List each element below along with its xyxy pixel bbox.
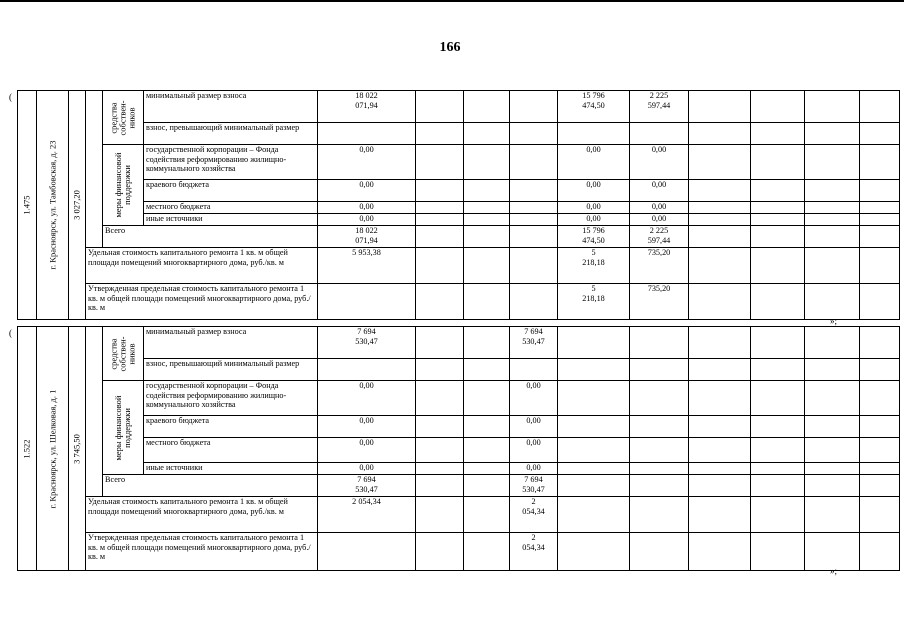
row-label: Удельная стоимость капитального ремонта 1 кв. м общей площади помещений многоквартирного дома, руб./кв. м bbox=[86, 497, 318, 533]
value-cell: 5 953,38 bbox=[318, 248, 416, 284]
closing-quote-mark: »; bbox=[830, 316, 838, 326]
value-cell: 2 225 597,44 bbox=[630, 226, 689, 248]
value-cell bbox=[510, 91, 558, 123]
value-cell bbox=[558, 497, 630, 533]
value-cell bbox=[630, 416, 689, 438]
data-table-block-1 bbox=[17, 90, 900, 320]
value-cell: 7 694 530,47 bbox=[510, 327, 558, 359]
value-cell bbox=[558, 475, 630, 497]
value-cell bbox=[558, 438, 630, 463]
value-cell bbox=[510, 180, 558, 202]
table-row bbox=[18, 145, 900, 180]
value-cell: 0,00 bbox=[318, 438, 416, 463]
value-cell: 0,00 bbox=[318, 463, 416, 475]
value-cell: 0,00 bbox=[318, 416, 416, 438]
owners-funds-group-cell: средства собствен- ников bbox=[103, 327, 144, 381]
row-label: иные источники bbox=[144, 463, 318, 475]
value-cell: 18 022 071,94 bbox=[318, 226, 416, 248]
value-cell bbox=[630, 463, 689, 475]
value-cell: 0,00 bbox=[510, 463, 558, 475]
value-cell bbox=[510, 284, 558, 320]
table-row bbox=[18, 284, 900, 320]
value-cell: 7 694 530,47 bbox=[318, 475, 416, 497]
table-row bbox=[18, 533, 900, 571]
table-row bbox=[18, 463, 900, 475]
row-label: Всего bbox=[103, 226, 318, 248]
closing-quote-mark: »; bbox=[830, 566, 838, 576]
value-cell bbox=[630, 475, 689, 497]
value-cell: 0,00 bbox=[318, 145, 416, 180]
data-table-block-2 bbox=[17, 326, 900, 571]
value-cell: 0,00 bbox=[558, 180, 630, 202]
value-cell: 0,00 bbox=[630, 202, 689, 214]
support-measures-group-cell: меры финансовой поддержки bbox=[103, 145, 144, 226]
value-cell bbox=[510, 248, 558, 284]
table-row bbox=[18, 327, 900, 359]
value-cell: 0,00 bbox=[318, 381, 416, 416]
value-cell: 0,00 bbox=[558, 202, 630, 214]
value-cell: 0,00 bbox=[510, 416, 558, 438]
value-cell: 0,00 bbox=[630, 180, 689, 202]
table-row bbox=[18, 359, 900, 381]
row-label: Утвержденная предельная стоимость капитального ремонта 1 кв. м общей площади помещений многоквартирного дома, руб./кв. м bbox=[86, 284, 318, 320]
value-cell bbox=[630, 533, 689, 571]
table-row bbox=[18, 497, 900, 533]
row-label: Утвержденная предельная стоимость капитального ремонта 1 кв. м общей площади помещений многоквартирного дома, руб./кв. м bbox=[86, 533, 318, 571]
value-cell: 0,00 bbox=[318, 202, 416, 214]
value-cell: 2 054,34 bbox=[318, 497, 416, 533]
value-cell: 2 054,34 bbox=[510, 533, 558, 571]
table-row bbox=[18, 123, 900, 145]
table-row bbox=[18, 438, 900, 463]
table-row bbox=[18, 180, 900, 202]
row-label: Всего bbox=[103, 475, 318, 497]
value-cell: 0,00 bbox=[510, 438, 558, 463]
table-row bbox=[18, 91, 900, 123]
value-cell bbox=[558, 463, 630, 475]
value-cell: 2 225 597,44 bbox=[630, 91, 689, 123]
value-cell: 0,00 bbox=[318, 214, 416, 226]
value-cell bbox=[558, 533, 630, 571]
table-row bbox=[18, 248, 900, 284]
page-top-edge bbox=[0, 0, 904, 2]
value-cell bbox=[510, 202, 558, 214]
value-cell: 2 054,34 bbox=[510, 497, 558, 533]
value-cell bbox=[630, 438, 689, 463]
value-cell bbox=[558, 381, 630, 416]
row-label: краевого бюджета bbox=[144, 180, 318, 202]
value-cell: 0,00 bbox=[558, 145, 630, 180]
address-cell: г. Красноярск, ул. Шелковая, д. 1 bbox=[37, 327, 69, 571]
value-cell bbox=[630, 497, 689, 533]
table-row bbox=[18, 475, 900, 497]
value-cell: 5 218,18 bbox=[558, 284, 630, 320]
value-cell: 15 796 474,50 bbox=[558, 226, 630, 248]
value-cell bbox=[630, 327, 689, 359]
value-cell bbox=[558, 327, 630, 359]
table-row bbox=[18, 214, 900, 226]
value-cell bbox=[630, 381, 689, 416]
table-row bbox=[18, 416, 900, 438]
spacer-cell bbox=[86, 91, 103, 248]
value-cell: 15 796 474,50 bbox=[558, 91, 630, 123]
value-cell: 7 694 530,47 bbox=[318, 327, 416, 359]
table-row bbox=[18, 381, 900, 416]
value-cell: 0,00 bbox=[510, 381, 558, 416]
support-measures-group-cell: меры финансовой поддержки bbox=[103, 381, 144, 475]
row-label: местного бюджета bbox=[144, 438, 318, 463]
value-cell bbox=[510, 226, 558, 248]
row-label: минимальный размер взноса bbox=[144, 91, 318, 123]
owners-funds-group-cell: средства собствен- ников bbox=[103, 91, 144, 145]
left-bracket-mark: ( bbox=[9, 92, 12, 102]
spacer-cell bbox=[86, 327, 103, 497]
value-cell: 735,20 bbox=[630, 248, 689, 284]
area-cell: 3 027,20 bbox=[69, 91, 86, 320]
row-label: местного бюджета bbox=[144, 202, 318, 214]
value-cell bbox=[318, 284, 416, 320]
value-cell: 5 218,18 bbox=[558, 248, 630, 284]
value-cell bbox=[558, 416, 630, 438]
table-row bbox=[18, 202, 900, 214]
value-cell bbox=[510, 145, 558, 180]
code-cell: 1.522 bbox=[18, 327, 37, 571]
row-label: государственной корпорации – Фонда содействия реформированию жилищно-коммунального хозяйства bbox=[144, 145, 318, 180]
row-label: взнос, превышающий минимальный размер bbox=[144, 123, 318, 145]
value-cell: 0,00 bbox=[630, 145, 689, 180]
row-label: взнос, превышающий минимальный размер bbox=[144, 359, 318, 381]
code-cell: 1.475 bbox=[18, 91, 37, 320]
page-number: 166 bbox=[439, 40, 461, 55]
area-cell: 3 745,50 bbox=[69, 327, 86, 571]
value-cell: 735,20 bbox=[630, 284, 689, 320]
row-label: иные источники bbox=[144, 214, 318, 226]
value-cell: 7 694 530,47 bbox=[510, 475, 558, 497]
row-label: Удельная стоимость капитального ремонта 1 кв. м общей площади помещений многоквартирного дома, руб./кв. м bbox=[86, 248, 318, 284]
value-cell bbox=[510, 214, 558, 226]
row-label: минимальный размер взноса bbox=[144, 327, 318, 359]
row-label: государственной корпорации – Фонда содействия реформированию жилищно-коммунального хозяйства bbox=[144, 381, 318, 416]
value-cell: 0,00 bbox=[630, 214, 689, 226]
left-bracket-mark: ( bbox=[9, 328, 12, 338]
value-cell bbox=[318, 533, 416, 571]
value-cell: 0,00 bbox=[558, 214, 630, 226]
address-cell: г. Красноярск, ул. Тамбовская, д. 23 bbox=[37, 91, 69, 320]
value-cell: 18 022 071,94 bbox=[318, 91, 416, 123]
value-cell: 0,00 bbox=[318, 180, 416, 202]
table-row bbox=[18, 226, 900, 248]
row-label: краевого бюджета bbox=[144, 416, 318, 438]
